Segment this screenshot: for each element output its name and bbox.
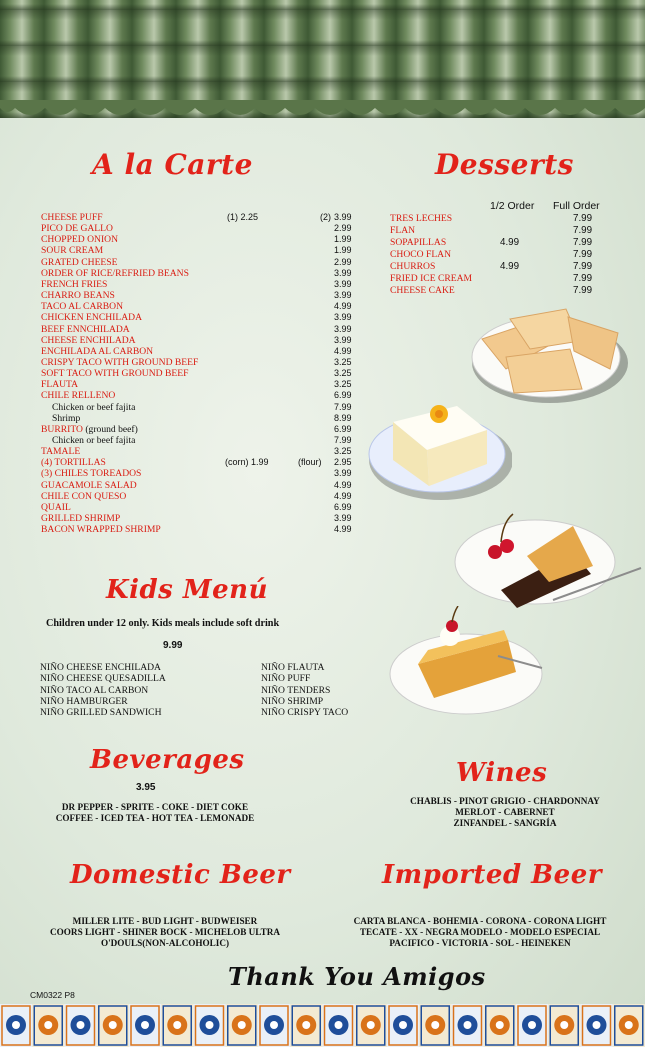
a-la-carte-item-name [41,513,120,524]
wines-heading: Wines [456,758,548,788]
a-la-carte-item-alt-price: (1) 2.25 [227,212,259,222]
a-la-carte-item-price: 2.99 [334,223,352,234]
a-la-carte-item-label: CHILE RELLENO [41,390,116,402]
a-la-carte-item-price: 7.99 [334,401,352,412]
a-la-carte-item-name [41,480,137,491]
a-la-carte-item-name [41,346,153,357]
dessert-full-price: 7.99 [573,249,593,260]
a-la-carte-item-alt-price: (corn) 1.99 [225,457,269,468]
a-la-carte-item-price: 2.95 [334,457,352,468]
dessert-full-price: 7.99 [573,285,593,296]
a-la-carte-item-price: 3.99 [334,323,352,334]
tile [581,1004,613,1047]
sopapillas-plate-image [470,305,628,405]
kids-menu-item: NIÑO SHRIMP [261,695,324,707]
a-la-carte-item-label: CHARRO BEANS [41,290,115,302]
a-la-carte-item-name [52,413,80,424]
a-la-carte-item-name [41,245,103,256]
a-la-carte-item-name [41,301,123,312]
a-la-carte-item-note: (ground beef) [82,423,138,435]
a-la-carte-item-label: GRILLED SHRIMP [41,513,121,525]
beverages-heading: Beverages [90,745,245,775]
tile [290,1004,322,1047]
a-la-carte-item-label: CRISPY TACO WITH GROUND BEEF [41,356,199,368]
a-la-carte-item-name [41,491,126,502]
a-la-carte-item-label: ORDER OF RICE/REFRIED BEANS [41,267,189,279]
dessert-full-price: 7.99 [573,261,593,272]
dessert-item-name: FLAN [390,225,416,236]
tile [323,1004,355,1047]
footer-code: CM0322 P8 [30,990,75,1000]
kids-menu-item: NIÑO CHEESE QUESADILLA [40,673,166,685]
wines-line-2: MERLOT - CABERNET [455,807,555,817]
tile [226,1004,258,1047]
kids-menu-item: NIÑO PUFF [261,673,311,685]
a-la-carte-heading: A la Carte [92,148,253,181]
a-la-carte-item-name [41,357,198,368]
a-la-carte-item-name [41,524,161,535]
kids-menu-item: NIÑO TACO AL CARBON [40,684,149,696]
a-la-carte-item-qualifier: (flour) [298,457,322,468]
dessert-item-name: CHURROS [390,261,436,272]
a-la-carte-item-name [41,234,118,245]
tile [484,1004,516,1047]
a-la-carte-item-label: FLAUTA [41,379,79,391]
a-la-carte-item-qualifier: (2) [320,212,331,222]
choco-flan-image [453,512,643,612]
a-la-carte-item-label: (3) CHILES TOREADOS [41,468,142,480]
a-la-carte-item-name [41,390,115,401]
a-la-carte-item-name [41,446,80,457]
a-la-carte-item-name [41,212,103,223]
a-la-carte-item-name [41,502,71,513]
a-la-carte-item-label: GUACAMOLE SALAD [41,479,137,491]
kids-menu-item: NIÑO CRISPY TACO [261,707,349,719]
a-la-carte-item-name [52,402,135,413]
dessert-full-order-header: Full Order [553,200,600,212]
a-la-carte-item-label: BACON WRAPPED SHRIMP [41,524,161,536]
imported-beer-line-3: PACIFICO - VICTORIA - SOL - HEINEKEN [389,938,571,948]
a-la-carte-item-price: 3.99 [334,312,352,323]
a-la-carte-item-name [41,312,142,323]
a-la-carte-item-label: GRATED CHEESE [41,256,118,268]
a-la-carte-item-price: 7.99 [334,435,352,445]
a-la-carte-item-price: 3.99 [334,212,352,222]
domestic-beer-line-2: COORS LIGHT - SHINER BOCK - MICHELOB ULTRA [50,927,280,937]
a-la-carte-item-label: CHEESE PUFF [41,212,103,223]
beverages-line-1: DR PEPPER - SPRITE - COKE - DIET COKE [61,802,249,812]
beverages-line-2: COFFEE - ICED TEA - HOT TEA - LEMONADE [55,813,255,823]
a-la-carte-item-name [41,279,107,290]
a-la-carte-item-price: 3.99 [334,278,352,289]
kids-menu-item: NIÑO GRILLED SANDWICH [40,707,162,719]
kids-menu-note: Children under 12 only. Kids meals include soft drink [46,618,280,629]
a-la-carte-item-name [41,223,113,234]
a-la-carte-item-price: 3.25 [334,368,352,379]
tile [419,1004,451,1047]
kids-menu-item: NIÑO CHEESE ENCHILADA [40,662,161,673]
roof-edge-decoration [0,100,645,124]
a-la-carte-item-price: 6.99 [334,423,352,434]
a-la-carte-item-name [52,435,135,446]
a-la-carte-item-label: Chicken or beef fajita [52,435,136,446]
dessert-full-price: 7.99 [573,237,593,248]
wines-line-3: ZINFANDEL - SANGRÍA [453,818,557,828]
a-la-carte-item-price: 4.99 [334,345,352,356]
tile [548,1004,580,1047]
a-la-carte-item-price: 4.99 [334,490,352,501]
dessert-item-name: CHOCO FLAN [390,249,452,260]
thank-you-text: Thank You Amigos [228,962,486,991]
a-la-carte-item-label: PICO DE GALLO [41,223,113,235]
a-la-carte-item-label: CHOPPED ONION [41,234,119,246]
desserts-heading: Desserts [435,148,574,181]
a-la-carte-item-name [41,379,78,390]
dessert-half-order-header: 1/2 Order [490,200,535,212]
flan-image [388,606,544,716]
a-la-carte-item-label: (4) TORTILLAS [41,457,106,469]
imported-beer-line-1: CARTA BLANCA - BOHEMIA - CORONA - CORONA LIGHT [353,916,607,926]
domestic-beer-line-1: MILLER LITE - BUD LIGHT - BUDWEISER [72,916,258,926]
talavera-tile-border [0,1004,645,1047]
tile [97,1004,129,1047]
dessert-half-price: 4.99 [500,261,520,272]
beverages-price: 3.95 [136,782,156,793]
a-la-carte-item-name [41,324,130,335]
wines-line-1: CHABLIS - PINOT GRIGIO - CHARDONNAY [410,796,600,806]
dessert-full-price: 7.99 [573,225,593,236]
tile [452,1004,484,1047]
tile [161,1004,193,1047]
imported-beer-line-2: TECATE - XX - NEGRA MODELO - MODELO ESPECIAL [359,927,601,937]
a-la-carte-item-name [41,468,141,479]
a-la-carte-item-price: 1.99 [334,245,352,256]
a-la-carte-item-label: Chicken or beef fajita [52,401,136,413]
dessert-full-price: 7.99 [573,273,593,284]
tile [387,1004,419,1047]
a-la-carte-item-price: 3.99 [334,513,352,524]
a-la-carte-item-label: QUAIL [41,501,71,513]
dessert-item-name: SOPAPILLAS [390,237,447,248]
tile [0,1004,32,1047]
a-la-carte-item-price: 1.99 [334,234,352,245]
a-la-carte-item-name [41,268,189,279]
kids-menu-item: NIÑO HAMBURGER [40,695,128,707]
kids-menu-price: 9.99 [163,640,183,651]
dessert-item-name: TRES LECHES [390,213,453,224]
imported-beer-heading: Imported Beer [382,860,602,890]
domestic-beer-heading: Domestic Beer [70,860,291,890]
a-la-carte-item-price: 4.99 [334,524,352,535]
dessert-item-name: FRIED ICE CREAM [390,273,473,284]
a-la-carte-item-price: 3.25 [334,446,352,457]
tile [194,1004,226,1047]
a-la-carte-item-label: SOFT TACO WITH GROUND BEEF [41,368,189,380]
a-la-carte-item-price: 3.99 [334,290,352,301]
a-la-carte-item-name [41,368,188,379]
a-la-carte-item-price: 6.99 [334,501,352,512]
tile [355,1004,387,1047]
kids-menu-heading: Kids Menú [106,575,268,605]
a-la-carte-item-label: ENCHILADA AL CARBON [41,345,154,357]
tile [65,1004,97,1047]
a-la-carte-item-name [41,257,117,268]
dessert-half-price: 4.99 [500,237,520,248]
a-la-carte-item-label: BURRITO [41,423,83,435]
tile [129,1004,161,1047]
tile [32,1004,64,1047]
a-la-carte-item-label: SOUR CREAM [41,245,104,257]
a-la-carte-item-name [41,335,136,346]
a-la-carte-item-price: 3.25 [334,379,352,390]
a-la-carte-item-price: 2.99 [334,256,352,267]
a-la-carte-item-price: 4.99 [334,479,352,490]
a-la-carte-item-price: 3.99 [334,334,352,345]
a-la-carte-item-price: 6.99 [334,390,352,401]
a-la-carte-item-label: CHILE CON QUESO [41,490,127,502]
a-la-carte-item-label: CHEESE ENCHILADA [41,334,136,346]
dessert-full-price: 7.99 [573,213,593,224]
a-la-carte-item-label: FRENCH FRIES [41,278,108,290]
kids-menu-item: NIÑO FLAUTA [261,662,325,673]
a-la-carte-item-price: 4.99 [334,301,352,312]
a-la-carte-item-price: 8.99 [334,412,352,423]
a-la-carte-item-label: CHICKEN ENCHILADA [41,312,142,324]
a-la-carte-item-name [41,457,106,468]
a-la-carte-item-label: Shrimp [52,412,81,424]
a-la-carte-item-price: 3.99 [334,267,352,278]
a-la-carte-item-name [41,424,138,435]
dessert-item-name: CHEESE CAKE [390,285,455,296]
a-la-carte-item-label: TAMALE [41,446,81,458]
a-la-carte-item-name [41,290,115,301]
domestic-beer-line-3: O'DOULS(NON-ALCOHOLIC) [100,938,230,948]
tile [258,1004,290,1047]
tres-leches-image [367,398,512,506]
a-la-carte-item-price: 3.25 [334,356,352,367]
a-la-carte-item-label: TACO AL CARBON [41,301,124,313]
tile [613,1004,645,1047]
kids-menu-item: NIÑO TENDERS [261,684,331,696]
a-la-carte-item-label: BEEF ENNCHILADA [41,323,130,335]
a-la-carte-item-price: 3.99 [334,468,352,479]
tile [516,1004,548,1047]
